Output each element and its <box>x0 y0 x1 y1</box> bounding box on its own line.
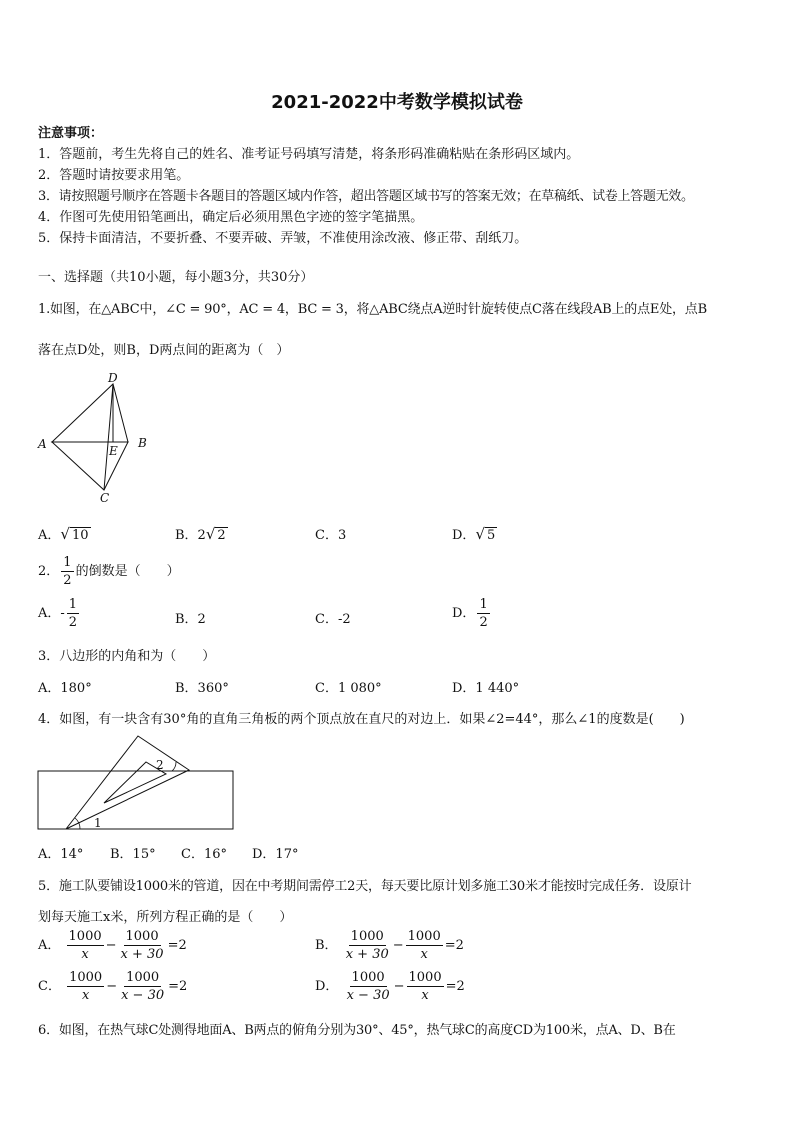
question-1-figure <box>34 370 164 505</box>
q2-option-c[interactable]: C．-2 <box>315 612 351 627</box>
q1-option-c[interactable]: C．3 <box>315 528 347 543</box>
label-B: B <box>138 436 147 450</box>
q4-option-d[interactable]: D．17° <box>252 847 299 862</box>
label-C: C <box>100 491 110 505</box>
q3-option-d[interactable]: D．1 440° <box>452 681 520 696</box>
notes-heading: 注意事项： <box>38 126 104 141</box>
question-1-line1: 1.如图，在△ABC中，∠C = 90°，AC = 4，BC = 3，将△ABC绕点A逆时针旋转使点C落在线段AB上的点E处，点B <box>38 302 707 317</box>
label-A: A <box>38 437 47 451</box>
q2-option-b[interactable]: B．2 <box>175 612 206 627</box>
q1-option-d[interactable]: D． √ 5 <box>452 525 496 543</box>
q3-option-a[interactable]: A．180° <box>38 681 92 696</box>
question-6-line1: 6．如图，在热气球C处测得地面A、B两点的俯角分别为30°、45°，热气球C的高度CD为100米，点A、D、B在 <box>38 1023 676 1038</box>
note-item: 5．保持卡面清洁，不要折叠、不要弄破、弄皱，不准使用涂改液、修正带、刮纸刀。 <box>38 231 528 246</box>
note-item: 1．答题前，考生先将自己的姓名、准考证号码填写清楚，将条形码准确粘贴在条形码区域内。 <box>38 147 580 162</box>
question-3: 3．八边形的内角和为（ ） <box>38 649 216 664</box>
q3-option-c[interactable]: C．1 080° <box>315 681 382 696</box>
question-5-line1: 5．施工队要铺设1000米的管道，因在中考期间需停工2天，每天要比原计划多施工30米才能按时完成任务．设原计 <box>38 879 692 894</box>
angle-1-label: 1 <box>94 816 102 830</box>
q2-option-a[interactable]: A．- $\frac{1}{2}$ <box>38 597 78 630</box>
q5-option-b[interactable]: B． $\frac{1000}{x + 30}$ − $\frac{1000}{x}$ =2 <box>315 929 464 962</box>
label-E: E <box>109 444 118 458</box>
q1-option-b[interactable]: B．2 √ 2 <box>175 525 226 543</box>
q5-option-c[interactable]: C． $\frac{1000}{x}$ − $\frac{1000}{x - 30}$ =2 <box>38 970 188 1003</box>
q5-option-d[interactable]: D． $\frac{1000}{x - 30}$ − $\frac{1000}{x}$ =2 <box>315 970 465 1003</box>
page-title: 2021-2022中考数学模拟试卷 <box>271 92 523 113</box>
note-item: 4．作图可先使用铅笔画出，确定后必须用黑色字迹的签字笔描黑。 <box>38 210 424 225</box>
section-heading: 一、选择题（共10小题，每小题3分，共30分） <box>38 270 314 285</box>
q1-option-a[interactable]: A． √ 10 <box>38 525 89 543</box>
q4-option-b[interactable]: B．15° <box>110 847 156 862</box>
q4-option-a[interactable]: A．14° <box>38 847 84 862</box>
q4-option-c[interactable]: C．16° <box>181 847 227 862</box>
q2-option-d[interactable]: D． $\frac{1}{2}$ <box>452 597 488 630</box>
q3-option-b[interactable]: B．360° <box>175 681 229 696</box>
note-item: 3．请按照题号顺序在答题卡各题目的答题区域内作答，超出答题区域书写的答案无效；在草稿纸、试卷上答题无效。 <box>38 189 694 204</box>
q5-option-a[interactable]: A． $\frac{1000}{x}$ − $\frac{1000}{x + 30}$ =2 <box>38 929 187 962</box>
note-item: 2．答题时请按要求用笔。 <box>38 168 190 183</box>
question-2: 2． $\frac{1}{2}$ 的倒数是（ ） <box>38 555 180 588</box>
label-D: D <box>108 371 118 385</box>
question-1-line2: 落在点D处，则B，D两点间的距离为（ ） <box>38 343 290 358</box>
angle-2-label: 2 <box>156 758 164 772</box>
question-4-figure <box>36 730 238 834</box>
question-4: 4．如图，有一块含有30°角的直角三角板的两个顶点放在直尺的对边上．如果∠2=44°，那么∠1的度数是( ) <box>38 712 685 727</box>
question-5-line2: 划每天施工x米，所列方程正确的是（ ） <box>38 910 293 925</box>
